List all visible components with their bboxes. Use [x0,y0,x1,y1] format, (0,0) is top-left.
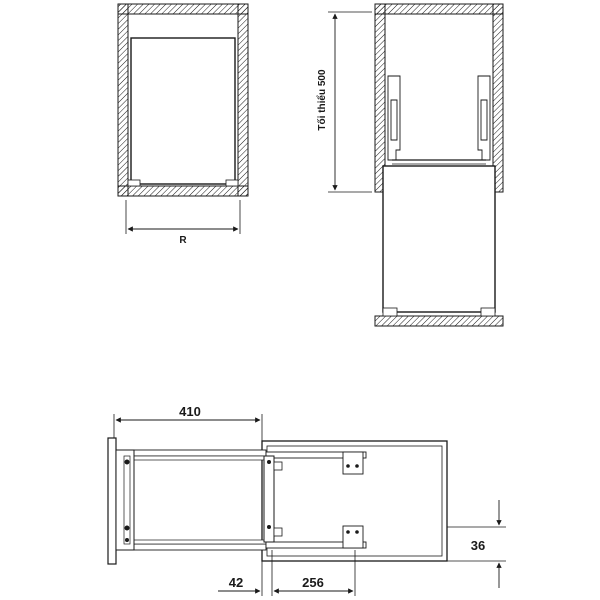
back-panel [108,438,116,564]
side-offset-label: 36 [470,538,486,553]
cabinet-bottom-wall [118,186,248,196]
slide-rail-left [388,76,400,160]
bracket-bottom [343,526,363,548]
spacing-label: 256 [302,575,324,590]
plan-view [108,438,447,564]
basket-side [383,166,495,312]
slide-rail-right [478,76,490,160]
width-dimension [126,200,240,246]
side-left-wall [375,4,385,192]
cabinet-top-wall [118,4,248,14]
height-label: Tối thiểu 500 [317,69,328,131]
rail-bottom-inner [130,540,266,544]
basket-runner-left [128,180,140,186]
front-view-cabinet [118,4,248,196]
cabinet-right-wall [238,4,248,196]
basket-foot-left [383,308,397,316]
side-right-wall [493,4,503,192]
rail-top [116,450,266,456]
basket-foot-right [481,308,495,316]
bracket-top [343,452,363,474]
depth-dimension [114,404,262,441]
side-offset-dimension [447,500,506,588]
side-view-cabinet [375,4,503,326]
basket-runner-right [226,180,238,186]
side-bottom-wall [375,316,503,326]
basket-front [131,38,235,184]
mount-middle [264,456,274,542]
cabinet-left-wall [118,4,128,196]
rail-top-inner [130,456,266,460]
side-top-wall [375,4,503,14]
width-label: R [179,235,187,246]
height-dimension [316,12,372,192]
offset-label: 42 [228,575,244,590]
rail-bottom [116,544,266,550]
depth-label: 410 [179,404,201,419]
